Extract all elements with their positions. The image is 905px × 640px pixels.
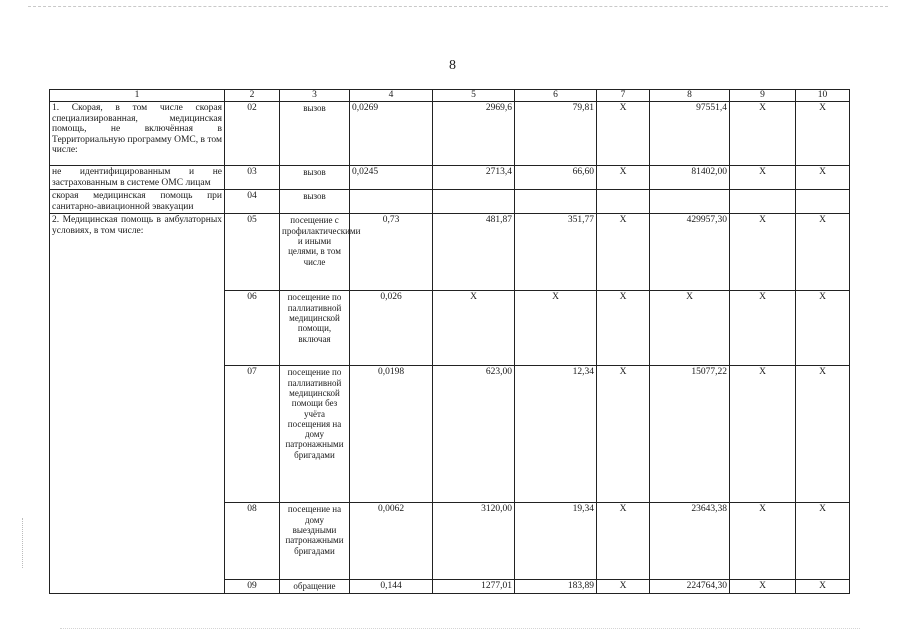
header-cell: 8 (650, 90, 730, 102)
row-cell: 0,026 (350, 291, 433, 366)
header-cell: 3 (280, 90, 350, 102)
row-code: 02 (225, 102, 280, 166)
header-cell: 2 (225, 90, 280, 102)
row-code: 09 (225, 580, 280, 594)
row-cell: 12,34 (515, 366, 597, 503)
header-cell: 7 (597, 90, 650, 102)
row-cell: 0,144 (350, 580, 433, 594)
row-unit: посещение по паллиативной медицинской помощи, включая (280, 291, 350, 366)
row-cell (730, 190, 796, 214)
row-cell: X (597, 291, 650, 366)
row-cell: X (796, 503, 850, 580)
row-cell: 19,34 (515, 503, 597, 580)
row-cell: X (650, 291, 730, 366)
scan-bottom-line (60, 628, 860, 629)
row-cell (515, 190, 597, 214)
row-cell (597, 190, 650, 214)
row-code: 06 (225, 291, 280, 366)
table-row (50, 190, 850, 214)
table-row (50, 166, 850, 190)
header-cell: 6 (515, 90, 597, 102)
row-unit: вызов (280, 190, 350, 214)
row-cell: X (597, 102, 650, 166)
row-cell: 351,77 (515, 214, 597, 291)
row-unit: посещение с профилактическими и иными целями, в том числе (280, 214, 350, 291)
row-cell: X (796, 214, 850, 291)
row-cell: 0,0062 (350, 503, 433, 580)
row-cell (433, 190, 515, 214)
row-code: 04 (225, 190, 280, 214)
row-cell: 81402,00 (650, 166, 730, 190)
table-row (50, 102, 850, 166)
row-cell (650, 190, 730, 214)
row-cell: X (597, 503, 650, 580)
header-cell: 1 (50, 90, 225, 102)
row-description: не идентифицированным и не застрахованным в системе ОМС лицам (50, 166, 225, 190)
row-cell: X (433, 291, 515, 366)
table-row (50, 214, 850, 291)
row-cell: 623,00 (433, 366, 515, 503)
row-cell: X (796, 102, 850, 166)
row-code: 03 (225, 166, 280, 190)
row-cell: 2969,6 (433, 102, 515, 166)
row-cell: 1277,01 (433, 580, 515, 594)
scan-border-line (28, 6, 888, 7)
row-cell: 79,81 (515, 102, 597, 166)
row-cell: 3120,00 (433, 503, 515, 580)
row-cell: 429957,30 (650, 214, 730, 291)
header-cell: 5 (433, 90, 515, 102)
row-cell: 0,73 (350, 214, 433, 291)
header-cell: 4 (350, 90, 433, 102)
row-code: 07 (225, 366, 280, 503)
row-cell (350, 190, 433, 214)
row-unit: вызов (280, 166, 350, 190)
row-unit: вызов (280, 102, 350, 166)
row-description: 2. Медицинская помощь в амбулаторных условиях, в том числе: (50, 214, 225, 594)
row-cell: X (515, 291, 597, 366)
row-cell: X (730, 166, 796, 190)
row-cell: 23643,38 (650, 503, 730, 580)
row-cell: X (597, 580, 650, 594)
row-cell: X (730, 102, 796, 166)
data-table (49, 89, 850, 594)
row-cell: 224764,30 (650, 580, 730, 594)
row-cell: X (796, 580, 850, 594)
row-cell: 97551,4 (650, 102, 730, 166)
row-cell: X (730, 503, 796, 580)
scan-margin-marks (22, 518, 31, 568)
row-cell: X (796, 291, 850, 366)
header-row (50, 90, 850, 102)
row-cell: X (597, 166, 650, 190)
row-cell: 183,89 (515, 580, 597, 594)
row-cell: 481,87 (433, 214, 515, 291)
row-cell: X (796, 366, 850, 503)
header-cell: 9 (730, 90, 796, 102)
row-cell: 0,0245 (350, 166, 433, 190)
row-cell: X (597, 214, 650, 291)
row-unit: обращение (280, 580, 350, 594)
row-unit: посещение на дому выездными патронажными бригадами (280, 503, 350, 580)
row-cell: 0,0198 (350, 366, 433, 503)
row-cell: X (730, 580, 796, 594)
row-cell: 0,0269 (350, 102, 433, 166)
row-cell: X (730, 366, 796, 503)
row-cell (796, 190, 850, 214)
row-cell: X (597, 366, 650, 503)
row-code: 05 (225, 214, 280, 291)
row-cell: 66,60 (515, 166, 597, 190)
row-unit: посещение по паллиативной медицинской помощи без учёта посещения на дому патронажными бригадами (280, 366, 350, 503)
row-description: 1. Скорая, в том числе скорая специализированная, медицинская помощь, не включённая в Территориальную программу ОМС, в том числе: (50, 102, 225, 166)
row-code: 08 (225, 503, 280, 580)
row-cell: X (730, 291, 796, 366)
row-cell: 15077,22 (650, 366, 730, 503)
row-cell: X (796, 166, 850, 190)
row-cell: X (730, 214, 796, 291)
header-cell: 10 (796, 90, 850, 102)
row-description: скорая медицинская помощь при санитарно-авиационной эвакуации (50, 190, 225, 214)
page-number: 8 (449, 58, 456, 73)
row-cell: 2713,4 (433, 166, 515, 190)
